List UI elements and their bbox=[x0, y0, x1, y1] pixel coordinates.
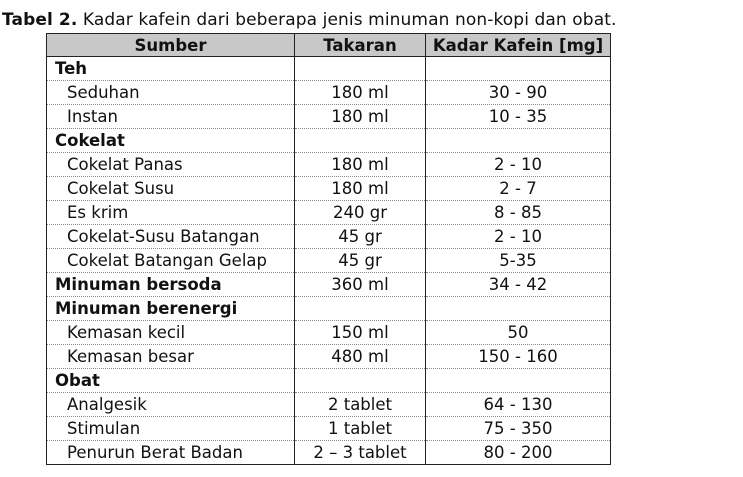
dose-cell: 2 tablet bbox=[295, 393, 426, 417]
dose-cell bbox=[295, 129, 426, 153]
caffeine-cell: 2 - 7 bbox=[426, 177, 611, 201]
caffeine-cell: 5-35 bbox=[426, 249, 611, 273]
dose-cell: 240 gr bbox=[295, 201, 426, 225]
dose-cell: 45 gr bbox=[295, 225, 426, 249]
caption-label: Tabel 2. bbox=[2, 10, 78, 30]
dose-cell: 180 ml bbox=[295, 105, 426, 129]
dose-cell: 480 ml bbox=[295, 345, 426, 369]
table-row bbox=[47, 393, 611, 417]
header-sumber: Sumber bbox=[47, 34, 295, 57]
table-row bbox=[47, 153, 611, 177]
dose-cell bbox=[295, 57, 426, 81]
header-kadar-kafein: Kadar Kafein [mg] bbox=[426, 34, 611, 57]
table-row bbox=[47, 321, 611, 345]
caption-text: Kadar kafein dari beberapa jenis minuman non-kopi dan obat. bbox=[77, 10, 617, 30]
caffeine-cell bbox=[426, 129, 611, 153]
source-name: Stimulan bbox=[47, 417, 295, 441]
source-name: Cokelat-Susu Batangan bbox=[47, 225, 295, 249]
table-row bbox=[47, 177, 611, 201]
category-row bbox=[47, 273, 611, 297]
caffeine-table bbox=[46, 33, 611, 465]
category-name: Obat bbox=[47, 369, 295, 393]
caffeine-cell: 80 - 200 bbox=[426, 441, 611, 465]
table-row bbox=[47, 201, 611, 225]
caffeine-cell: 2 - 10 bbox=[426, 225, 611, 249]
table-row bbox=[47, 345, 611, 369]
table-header bbox=[47, 34, 611, 57]
caffeine-cell: 75 - 350 bbox=[426, 417, 611, 441]
source-name: Kemasan kecil bbox=[47, 321, 295, 345]
caffeine-cell: 150 - 160 bbox=[426, 345, 611, 369]
dose-cell: 150 ml bbox=[295, 321, 426, 345]
caffeine-cell: 50 bbox=[426, 321, 611, 345]
category-row bbox=[47, 297, 611, 321]
caffeine-cell: 34 - 42 bbox=[426, 273, 611, 297]
table-row bbox=[47, 225, 611, 249]
category-row bbox=[47, 57, 611, 81]
header-takaran: Takaran bbox=[295, 34, 426, 57]
category-row bbox=[47, 129, 611, 153]
source-name: Cokelat Susu bbox=[47, 177, 295, 201]
table-row bbox=[47, 441, 611, 465]
caffeine-cell bbox=[426, 369, 611, 393]
table-row bbox=[47, 105, 611, 129]
source-name: Cokelat Batangan Gelap bbox=[47, 249, 295, 273]
dose-cell: 180 ml bbox=[295, 81, 426, 105]
caffeine-cell: 10 - 35 bbox=[426, 105, 611, 129]
dose-cell: 360 ml bbox=[295, 273, 426, 297]
dose-cell: 2 – 3 tablet bbox=[295, 441, 426, 465]
category-row bbox=[47, 369, 611, 393]
category-name: Cokelat bbox=[47, 129, 295, 153]
dose-cell: 180 ml bbox=[295, 153, 426, 177]
source-name: Es krim bbox=[47, 201, 295, 225]
dose-cell bbox=[295, 297, 426, 321]
source-name: Analgesik bbox=[47, 393, 295, 417]
category-name: Minuman berenergi bbox=[47, 297, 295, 321]
source-name: Seduhan bbox=[47, 81, 295, 105]
category-name: Teh bbox=[47, 57, 295, 81]
source-name: Kemasan besar bbox=[47, 345, 295, 369]
caffeine-cell bbox=[426, 297, 611, 321]
dose-cell: 45 gr bbox=[295, 249, 426, 273]
source-name: Cokelat Panas bbox=[47, 153, 295, 177]
dose-cell: 1 tablet bbox=[295, 417, 426, 441]
table-body bbox=[47, 57, 611, 465]
dose-cell bbox=[295, 369, 426, 393]
header-row bbox=[47, 34, 611, 57]
table-row bbox=[47, 81, 611, 105]
caffeine-cell: 64 - 130 bbox=[426, 393, 611, 417]
category-name: Minuman bersoda bbox=[47, 273, 295, 297]
caffeine-cell: 8 - 85 bbox=[426, 201, 611, 225]
source-name: Instan bbox=[47, 105, 295, 129]
source-name: Penurun Berat Badan bbox=[47, 441, 295, 465]
caffeine-cell: 2 - 10 bbox=[426, 153, 611, 177]
table-row bbox=[47, 417, 611, 441]
caffeine-cell: 30 - 90 bbox=[426, 81, 611, 105]
table-row bbox=[47, 249, 611, 273]
dose-cell: 180 ml bbox=[295, 177, 426, 201]
caffeine-cell bbox=[426, 57, 611, 81]
table-caption bbox=[2, 9, 616, 31]
